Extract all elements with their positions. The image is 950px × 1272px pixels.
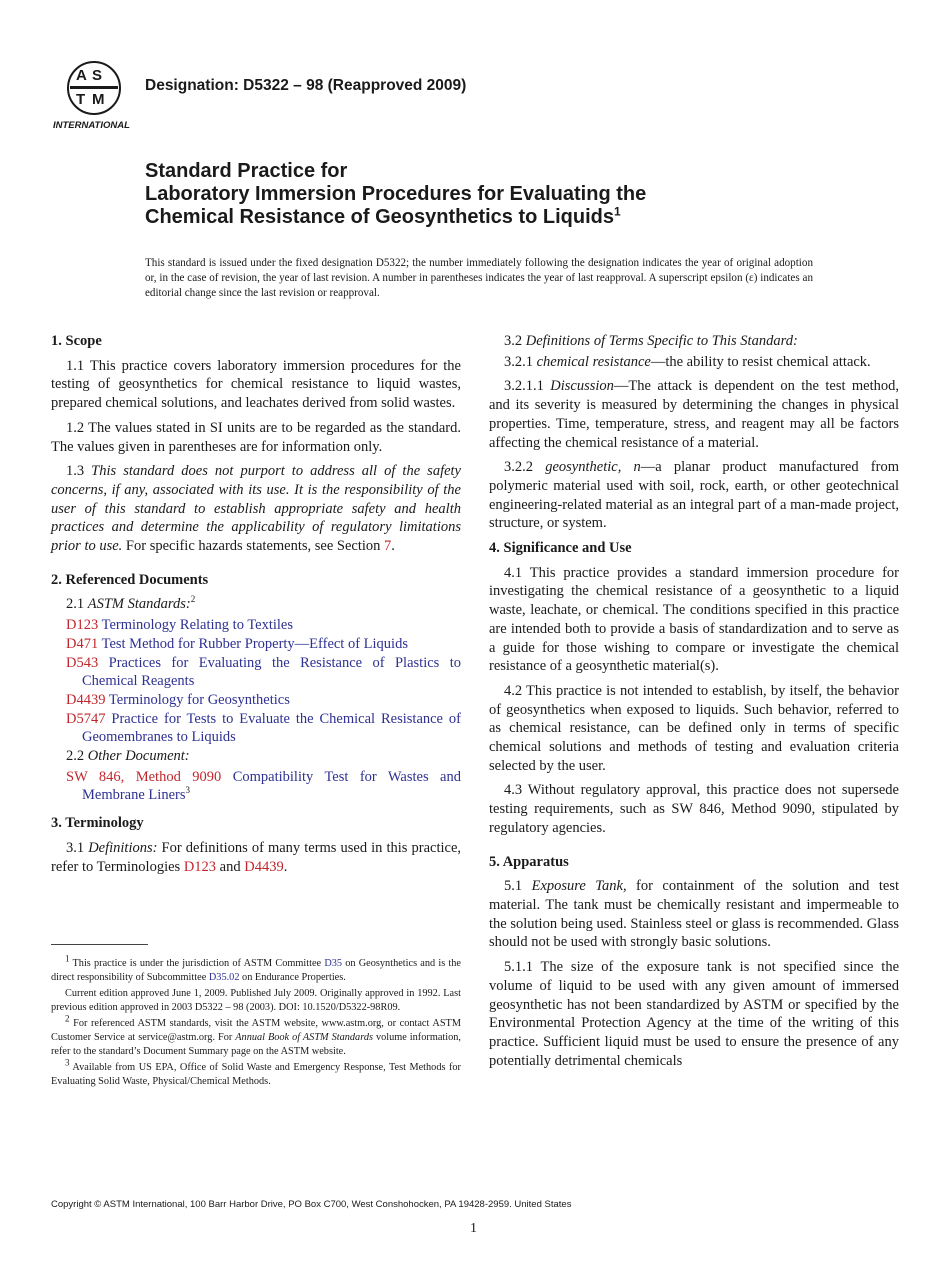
svg-text:T: T bbox=[76, 91, 86, 108]
right-column bbox=[489, 332, 899, 1076]
intro-paragraph: This standard is issued under the fixed designation D5322; the number immediately following the designation indicates the year of original adoption or, in the case of revision, the year of last revision. A number in parentheses indicates the year of last reapproval. A superscript epsilon (ε) indicates an editorial change since the last revision or reapproval. bbox=[145, 257, 813, 299]
svg-text:M: M bbox=[92, 91, 105, 108]
section-7-link[interactable]: 7 bbox=[384, 538, 392, 555]
scope-heading: 1. Scope bbox=[51, 333, 102, 349]
reference-d123[interactable]: D123 Terminology Relating to Textiles bbox=[66, 617, 294, 634]
footnotes bbox=[51, 944, 461, 1091]
reference-sw846[interactable]: SW 846, Method 9090 Compatibility Test for Wastes and Membrane Liners$^3$ bbox=[66, 768, 461, 804]
terminology-heading: 3. Terminology bbox=[51, 815, 144, 832]
footnote-3: $^3$ Available from US EPA, Office of Solid Waste and Emergency Response, Test Methods for Evaluating Solid Waste, Physical/Chemical Methods. bbox=[51, 1057, 461, 1087]
reference-d5747[interactable]: D5747 Practice for Tests to Evaluate the Chemical Resistance of Geomembranes to Liquids bbox=[66, 710, 461, 746]
section-4-2: 4.2 This practice is not intended to establish, by itself, the behavior of geosynthetics when exposed to liquids. Such behavior, referred to as chemical resistance, can be defined only in terms of specific chemical solutions and methods of testing and evaluation criteria selected by the user. bbox=[489, 682, 899, 774]
referenced-documents-heading: 2. Referenced Documents bbox=[51, 571, 209, 588]
title-line-1: Standard Practice for bbox=[145, 160, 348, 182]
footnote-edition: Current edition approved June 1, 2009. Published July 2009. Originally approved in 1992. Last previous edition approved in 2003 D5322 – 98 (2003). DOI: 10.1520/D5322-98R09. bbox=[51, 988, 461, 1013]
section-3-1: 3.1 Definitions: For definitions of many terms used in this practice, refer to Terminologies D123 and D4439. bbox=[51, 839, 461, 875]
d4439-link[interactable]: D4439 bbox=[244, 858, 284, 875]
left-column bbox=[51, 332, 461, 882]
title-line-3: Chemical Resistance of Geosynthetics to Liquids$^1$ bbox=[145, 204, 621, 228]
section-3-2-2: 3.2.2 geosynthetic, n—a planar product manufactured from polymeric material used with soil, rock, earth, or other geotechnical engineering-related material as an integral part of a man-made project, structure, or system. bbox=[489, 459, 899, 532]
page-number: 1 bbox=[470, 1221, 477, 1236]
svg-text:A: A bbox=[76, 67, 87, 84]
section-1-1: 1.1 This practice covers laboratory immersion procedures for the testing of geosynthetics for chemical resistance to liquid wastes, prepared chemical solutions, and leachates derived from solid wastes. bbox=[51, 357, 461, 412]
designation: Designation: D5322 – 98 (Reapproved 2009) bbox=[145, 77, 467, 94]
footnote-1: $^1$ This practice is under the jurisdiction of ASTM Committee D35 on Geosynthetics and is the direct responsibility of Subcommittee D35.02 on Endurance Properties. bbox=[51, 953, 461, 983]
section-1-3: 1.3 This standard does not purport to address all of the safety concerns, if any, associated with its use. It is the responsibility of the user of this standard to establish appropriate safety and health practices and determine the applicability of regulatory limitations prior to use. For specific hazards statements, see Section 7. bbox=[51, 463, 461, 555]
title-footnote-mark: 1 bbox=[614, 204, 621, 219]
section-5-1-1: 5.1.1 The size of the exposure tank is not specified since the volume of liquid to be used with any given amount of immersed geosynthetic has not been standardized by ASTM or specified by the Environmental Protection Agency at the time of the writing of this practice. Sufficient liquid must be used to ensure the presence of any potentially detrimental chemicals bbox=[489, 959, 899, 1069]
astm-logo bbox=[52, 58, 136, 134]
significance-heading: 4. Significance and Use bbox=[489, 540, 632, 557]
title-line-2: Laboratory Immersion Procedures for Evaluating the bbox=[145, 183, 647, 205]
d35-02-link[interactable]: D35.02 bbox=[208, 971, 240, 983]
reference-d471[interactable]: D471 Test Method for Rubber Property—Effect of Liquids bbox=[66, 635, 408, 652]
footnote-2: $^2$ For referenced ASTM standards, visit the ASTM website, www.astm.org, or contact ASTM Customer Service at service@astm.org. For Annual Book of ASTM Standards volume information, refer to the standard’s Document Summary page on the ASTM website. bbox=[51, 1013, 461, 1057]
section-4-1: 4.1 This practice provides a standard immersion procedure for investigating the chemical resistance of a geosynthetic to a liquid waste, leachate, or chemical. The conditions specified in this practice are intended both to provide a basis of standardization and to serve as a guide for those wishing to compare or investigate the chemical resistance of a geosynthetic material(s). bbox=[489, 564, 899, 675]
d123-link[interactable]: D123 bbox=[183, 858, 217, 875]
section-5-1: 5.1 Exposure Tank, for containment of the solution and test material. The tank must be chemically resistant and impermeable to the solution being used. Stainless steel or glass is recommended. Glass should not be used with strongly basic solutions. bbox=[489, 878, 899, 951]
reference-d4439[interactable]: D4439 Terminology for Geosynthetics bbox=[66, 691, 290, 708]
reference-d543[interactable]: D543 Practices for Evaluating the Resistance of Plastics to Chemical Reagents bbox=[66, 654, 461, 690]
section-1-2: 1.2 The values stated in SI units are to be regarded as the standard. The values given in parentheses are for information only. bbox=[51, 419, 461, 455]
footnote-divider bbox=[51, 944, 148, 945]
copyright-footer: Copyright © ASTM International, 100 Barr Harbor Drive, PO Box C700, West Conshohocken, PA 19428-2959. United States bbox=[51, 1199, 572, 1210]
document-title bbox=[145, 160, 845, 229]
section-3-2: 3.2 Definitions of Terms Specific to This Standard: bbox=[504, 333, 798, 349]
section-3-2-1: 3.2.1 chemical resistance—the ability to resist chemical attack. bbox=[504, 353, 871, 370]
svg-text:S: S bbox=[92, 67, 103, 84]
section-2-1: 2.1 ASTM Standards:$^2$ bbox=[66, 594, 196, 613]
apparatus-heading: 5. Apparatus bbox=[489, 853, 569, 870]
section-3-2-1-1: 3.2.1.1 Discussion—The attack is dependent on the test method, and its severity is measured by determining the changes in physical properties. Time, temperature, stress, and reagent may all be factors affecting the chemical resistance of a material. bbox=[489, 378, 899, 451]
d35-link[interactable]: D35 bbox=[324, 958, 343, 969]
svg-text:INTERNATIONAL: INTERNATIONAL bbox=[53, 120, 130, 131]
section-4-3: 4.3 Without regulatory approval, this practice does not supersede testing requirements, such as SW 846, Method 9090, stipulated by regulatory agencies. bbox=[489, 782, 899, 836]
section-2-2: 2.2 Other Document: bbox=[66, 748, 190, 765]
